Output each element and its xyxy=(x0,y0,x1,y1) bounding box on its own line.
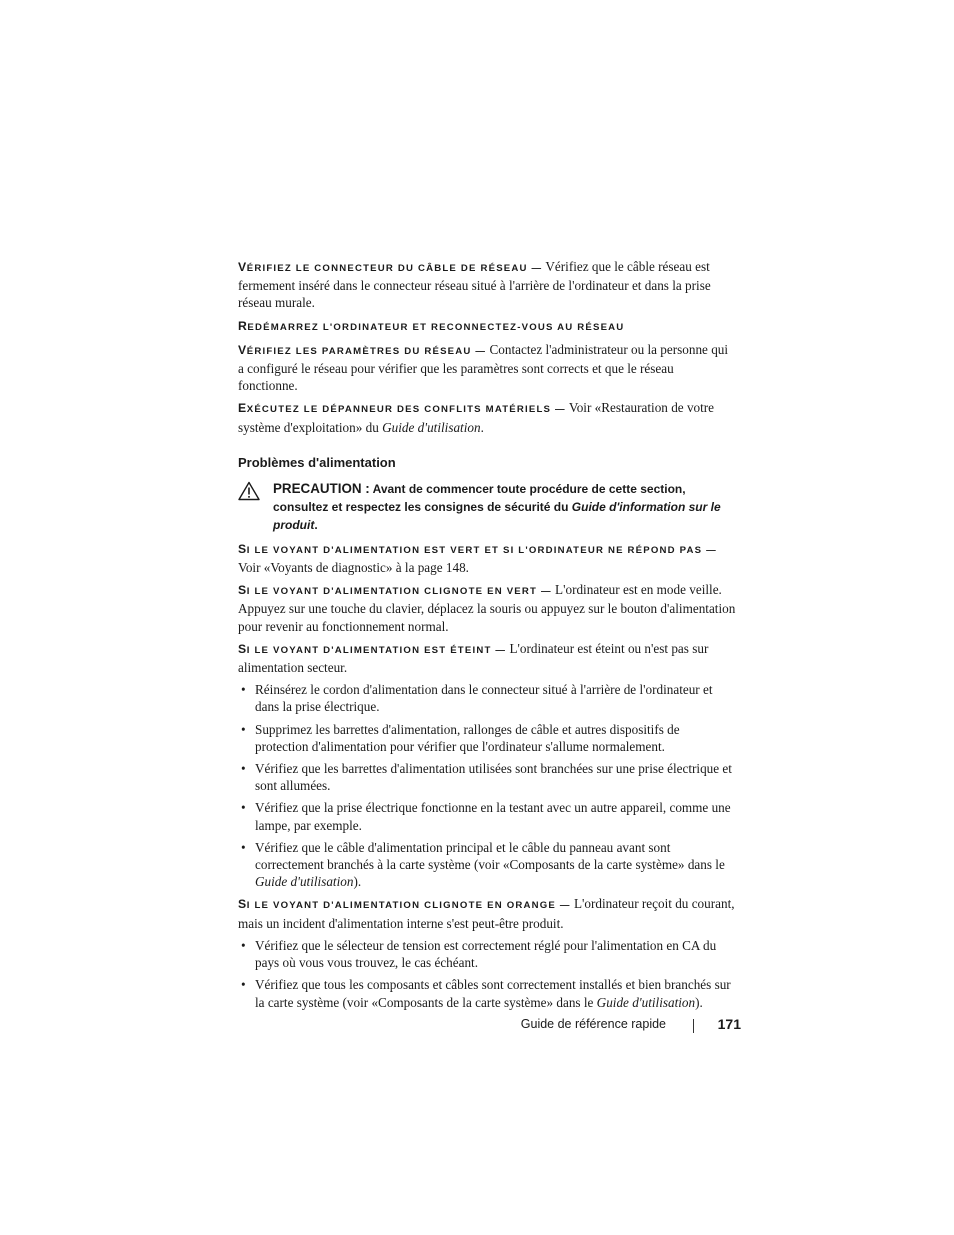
page-number: 171 xyxy=(717,1016,741,1032)
caution-text: PRECAUTION : Avant de commencer toute procédure de cette section, consultez et respectez les consignes de sécurité du Guide d'information sur le produit. xyxy=(273,480,721,532)
hardware-troubleshooter-paragraph: EXÉCUTEZ LE DÉPANNEUR DES CONFLITS MATÉRIELS — Voir «Restauration de votre système d'exploitation» du Guide d'utilisation. xyxy=(238,400,715,435)
list-item: • Vérifiez que les barrettes d'alimentation utilisées sont branchées sur une prise électrique et sont allumées. xyxy=(238,760,736,794)
power-off-bullet-list xyxy=(238,681,736,890)
caution-notice xyxy=(238,480,736,534)
footer-divider xyxy=(693,1019,694,1033)
power-orange-bullet-list xyxy=(238,937,736,1011)
page-content xyxy=(238,258,736,1016)
footer-title: Guide de référence rapide xyxy=(520,1017,666,1031)
network-cable-paragraph: VÉRIFIEZ LE CONNECTEUR DU CÂBLE DE RÉSEAU — Vérifiez que le câble réseau est fermement inséré dans le connecteur réseau situé à l'arrière de l'ordinateur et dans la prise réseau murale. xyxy=(238,259,711,311)
warning-triangle-icon xyxy=(238,480,273,534)
list-item: • Vérifiez que le sélecteur de tension est correctement réglé pour l'alimentation en CA du pays où vous vous trouvez, le cas échéant. xyxy=(238,937,736,971)
power-blinking-green-paragraph: SI LE VOYANT D'ALIMENTATION CLIGNOTE EN VERT — L'ordinateur est en mode veille. Appuyez sur une touche du clavier, déplacez la souris ou appuyez sur le bouton d'alimentation pour revenir au fonctionnement normal. xyxy=(238,582,736,634)
list-item: • Vérifiez que la prise électrique fonctionne en la testant avec un autre appareil, comme une lampe, par exemple. xyxy=(238,799,736,833)
power-blinking-orange-paragraph: SI LE VOYANT D'ALIMENTATION CLIGNOTE EN ORANGE — L'ordinateur reçoit du courant, mais un incident d'alimentation interne s'est peut-être produit. xyxy=(238,896,735,931)
list-item: • Supprimez les barrettes d'alimentation, rallonges de câble et autres dispositifs de protection d'alimentation pour vérifier que l'ordinateur s'allume normalement. xyxy=(238,721,736,755)
power-green-no-response-paragraph: SI LE VOYANT D'ALIMENTATION EST VERT ET SI L'ORDINATEUR NE RÉPOND PAS — Voir «Voyants de diagnostic» à la page 148. xyxy=(238,541,717,576)
list-item: • Réinsérez le cordon d'alimentation dans le connecteur situé à l'arrière de l'ordinateur et dans la prise électrique. xyxy=(238,681,736,715)
page-footer xyxy=(238,1015,741,1035)
power-off-paragraph: SI LE VOYANT D'ALIMENTATION EST ÉTEINT — L'ordinateur est éteint ou n'est pas sur alimentation secteur. xyxy=(238,640,709,676)
network-settings-paragraph: VÉRIFIEZ LES PARAMÈTRES DU RÉSEAU — Contactez l'administrateur ou la personne qui a configuré le réseau pour vérifier que les paramètres sont corrects et que le réseau fonctionne. xyxy=(238,341,729,394)
restart-network-paragraph: REDÉMARREZ L'ORDINATEUR ET RECONNECTEZ-VOUS AU RÉSEAU xyxy=(238,318,625,333)
list-item: • Vérifiez que le câble d'alimentation principal et le câble du panneau avant sont correctement branchés à la carte système (voir «Composants de la carte système» dans le Guide d'utilisation). xyxy=(238,839,736,891)
list-item: • Vérifiez que tous les composants et câbles sont correctement installés et bien branchés sur la carte système (voir «Composants de la carte système» dans le Guide d'utilisation). xyxy=(238,976,736,1010)
section-title: Problèmes d'alimentation xyxy=(238,454,396,470)
